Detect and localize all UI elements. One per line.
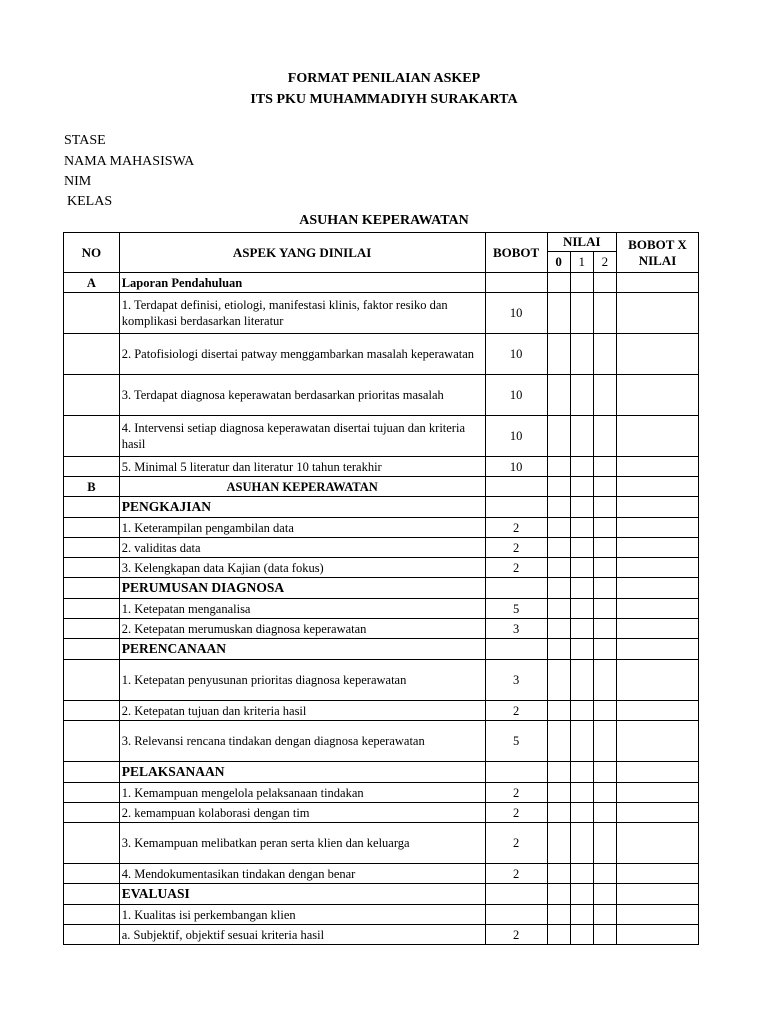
cell-bobot: 2 [485,864,547,884]
cell-nilai-1[interactable] [570,293,593,334]
cell-no [64,783,120,803]
cell-bobot-x-nilai[interactable] [616,538,698,558]
cell-no [64,416,120,457]
cell-nilai-2[interactable] [593,762,616,783]
table-row [64,375,699,416]
cell-no [64,293,120,334]
cell-bobot-x-nilai[interactable] [616,375,698,416]
header-nilai-1: 1 [570,252,593,273]
cell-no [64,497,120,518]
cell-nilai-1[interactable] [570,701,593,721]
cell-nilai-2[interactable] [593,477,616,497]
cell-aspek: 4. Mendokumentasikan tindakan dengan benar [119,864,485,884]
cell-no [64,334,120,375]
cell-nilai-1[interactable] [570,599,593,619]
table-row [64,334,699,375]
table-row [64,925,699,945]
cell-bobot [485,762,547,783]
cell-nilai-0[interactable] [547,538,570,558]
cell-no [64,701,120,721]
header-bobot: BOBOT [485,233,547,273]
cell-nilai-0[interactable] [547,884,570,905]
cell-bobot-x-nilai[interactable] [616,518,698,538]
cell-bobot: 2 [485,823,547,864]
cell-aspek: 3. Kemampuan melibatkan peran serta klien dan keluarga [119,823,485,864]
document-title: FORMAT PENILAIAN ASKEP [287,71,481,86]
cell-aspek: 3. Terdapat diagnosa keperawatan berdasarkan prioritas masalah [119,375,485,416]
cell-bobot: 10 [485,334,547,375]
cell-bobot: 10 [485,416,547,457]
cell-nilai-0[interactable] [547,639,570,660]
table-row [64,884,699,905]
cell-nilai-1[interactable] [570,639,593,660]
cell-bobot-x-nilai[interactable] [616,721,698,762]
table-row [64,905,699,925]
cell-aspek: PERUMUSAN DIAGNOSA [119,578,485,599]
cell-nilai-0[interactable] [547,864,570,884]
cell-bobot-x-nilai[interactable] [616,293,698,334]
cell-aspek: 1. Kemampuan mengelola pelaksanaan tindakan [119,783,485,803]
table-row [64,639,699,660]
cell-bobot [485,497,547,518]
assessment-table [63,232,699,945]
cell-nilai-1[interactable] [570,783,593,803]
cell-aspek: 2. Ketepatan merumuskan diagnosa keperawatan [119,619,485,639]
cell-no [64,619,120,639]
cell-no [64,905,120,925]
cell-nilai-1[interactable] [570,660,593,701]
cell-no [64,599,120,619]
cell-bobot: 2 [485,558,547,578]
cell-nilai-0[interactable] [547,660,570,701]
cell-aspek: 1. Terdapat definisi, etiologi, manifestasi klinis, faktor resiko dan komplikasi berdasarkan literatur [119,293,485,334]
cell-nilai-1[interactable] [570,457,593,477]
cell-bobot-x-nilai[interactable] [616,334,698,375]
cell-aspek: Laporan Pendahuluan [119,273,485,293]
cell-nilai-2[interactable] [593,558,616,578]
cell-nilai-2[interactable] [593,884,616,905]
cell-nilai-1[interactable] [570,619,593,639]
cell-aspek: 2. Ketepatan tujuan dan kriteria hasil [119,701,485,721]
cell-bobot: 2 [485,538,547,558]
cell-bobot [485,884,547,905]
cell-bobot [485,905,547,925]
cell-bobot-x-nilai[interactable] [616,762,698,783]
header-bobot-x-nilai: BOBOT X NILAI [616,233,698,273]
table-row [64,518,699,538]
cell-aspek: EVALUASI [119,884,485,905]
cell-nilai-2[interactable] [593,518,616,538]
cell-bobot-x-nilai[interactable] [616,783,698,803]
table-row [64,701,699,721]
table-row [64,599,699,619]
cell-aspek: 2. Patofisiologi disertai patway menggambarkan masalah keperawatan [119,334,485,375]
cell-bobot: 2 [485,925,547,945]
cell-nilai-1[interactable] [570,925,593,945]
cell-nilai-1[interactable] [570,558,593,578]
cell-nilai-2[interactable] [593,925,616,945]
cell-nilai-1[interactable] [570,905,593,925]
cell-nilai-2[interactable] [593,783,616,803]
table-row [64,721,699,762]
cell-nilai-0[interactable] [547,334,570,375]
cell-nilai-2[interactable] [593,538,616,558]
header-nilai-2: 2 [593,252,616,273]
header-nilai-0: 0 [547,252,570,273]
cell-nilai-2[interactable] [593,375,616,416]
table-row [64,273,699,293]
cell-nilai-2[interactable] [593,864,616,884]
cell-bobot-x-nilai[interactable] [616,558,698,578]
cell-aspek: PERENCANAAN [119,639,485,660]
cell-bobot-x-nilai[interactable] [616,701,698,721]
cell-nilai-0[interactable] [547,558,570,578]
table-row [64,803,699,823]
cell-nilai-0[interactable] [547,599,570,619]
institution-name: ITS PKU MUHAMMADIYH SURAKARTA [250,92,518,107]
cell-bobot: 10 [485,293,547,334]
cell-nilai-1[interactable] [570,334,593,375]
cell-aspek: 1. Keterampilan pengambilan data [119,518,485,538]
cell-bobot [485,477,547,497]
cell-bobot-x-nilai[interactable] [616,660,698,701]
cell-bobot: 5 [485,721,547,762]
cell-nilai-0[interactable] [547,497,570,518]
cell-nilai-1[interactable] [570,416,593,457]
cell-aspek: 3. Relevansi rencana tindakan dengan diagnosa keperawatan [119,721,485,762]
cell-aspek: 2. validitas data [119,538,485,558]
cell-nilai-1[interactable] [570,803,593,823]
cell-nilai-0[interactable] [547,375,570,416]
cell-aspek: 2. kemampuan kolaborasi dengan tim [119,803,485,823]
cell-nilai-0[interactable] [547,578,570,599]
cell-bobot [485,578,547,599]
cell-bobot: 3 [485,660,547,701]
cell-nilai-2[interactable] [593,701,616,721]
cell-bobot: 2 [485,803,547,823]
cell-nilai-0[interactable] [547,823,570,864]
cell-nilai-2[interactable] [593,639,616,660]
cell-aspek: ASUHAN KEPERAWATAN [119,477,485,497]
cell-no [64,538,120,558]
cell-bobot-x-nilai[interactable] [616,416,698,457]
cell-bobot-x-nilai[interactable] [616,884,698,905]
cell-nilai-0[interactable] [547,518,570,538]
cell-aspek: 1. Kualitas isi perkembangan klien [119,905,485,925]
cell-nilai-2[interactable] [593,578,616,599]
table-heading: ASUHAN KEPERAWATAN [299,213,469,228]
table-row [64,578,699,599]
cell-bobot-x-nilai[interactable] [616,477,698,497]
cell-no [64,457,120,477]
cell-nilai-1[interactable] [570,762,593,783]
cell-nilai-0[interactable] [547,905,570,925]
cell-nilai-0[interactable] [547,762,570,783]
field-stase: STASE [64,133,106,148]
cell-nilai-1[interactable] [570,375,593,416]
cell-nilai-2[interactable] [593,599,616,619]
cell-bobot-x-nilai[interactable] [616,273,698,293]
cell-nilai-1[interactable] [570,273,593,293]
cell-no [64,639,120,660]
table-row [64,416,699,457]
cell-aspek: PENGKAJIAN [119,497,485,518]
cell-bobot: 2 [485,518,547,538]
cell-nilai-0[interactable] [547,783,570,803]
table-row [64,823,699,864]
field-kelas: KELAS [67,194,113,209]
cell-aspek: 5. Minimal 5 literatur dan literatur 10 tahun terakhir [119,457,485,477]
cell-nilai-2[interactable] [593,721,616,762]
cell-aspek: 1. Ketepatan penyusunan prioritas diagnosa keperawatan [119,660,485,701]
table-row [64,864,699,884]
cell-bobot: 2 [485,783,547,803]
cell-bobot-x-nilai[interactable] [616,457,698,477]
header-aspek: ASPEK YANG DINILAI [119,233,485,273]
cell-nilai-1[interactable] [570,497,593,518]
cell-nilai-0[interactable] [547,477,570,497]
cell-bobot-x-nilai[interactable] [616,803,698,823]
cell-no [64,864,120,884]
cell-no [64,884,120,905]
cell-nilai-2[interactable] [593,416,616,457]
cell-bobot: 10 [485,375,547,416]
cell-bobot-x-nilai[interactable] [616,864,698,884]
cell-bobot-x-nilai[interactable] [616,497,698,518]
table-row [64,762,699,783]
cell-nilai-2[interactable] [593,619,616,639]
cell-nilai-0[interactable] [547,416,570,457]
cell-bobot [485,639,547,660]
cell-bobot: 10 [485,457,547,477]
cell-no [64,823,120,864]
cell-nilai-0[interactable] [547,701,570,721]
cell-bobot-x-nilai[interactable] [616,619,698,639]
table-row [64,457,699,477]
cell-nilai-1[interactable] [570,823,593,864]
cell-nilai-1[interactable] [570,884,593,905]
table-row [64,293,699,334]
cell-no [64,721,120,762]
cell-nilai-0[interactable] [547,293,570,334]
cell-aspek: 3. Kelengkapan data Kajian (data fokus) [119,558,485,578]
table-row [64,660,699,701]
cell-bobot-x-nilai[interactable] [616,639,698,660]
cell-nilai-2[interactable] [593,660,616,701]
cell-nilai-2[interactable] [593,293,616,334]
table-row [64,619,699,639]
cell-nilai-0[interactable] [547,721,570,762]
cell-nilai-1[interactable] [570,721,593,762]
table-row [64,477,699,497]
cell-aspek: a. Subjektif, objektif sesuai kriteria hasil [119,925,485,945]
cell-no [64,762,120,783]
cell-bobot-x-nilai[interactable] [616,599,698,619]
cell-no [64,578,120,599]
cell-bobot-x-nilai[interactable] [616,925,698,945]
cell-aspek: 1. Ketepatan menganalisa [119,599,485,619]
field-nim: NIM [64,174,92,189]
cell-nilai-0[interactable] [547,273,570,293]
cell-no [64,803,120,823]
cell-aspek: PELAKSANAAN [119,762,485,783]
table-row [64,538,699,558]
cell-bobot: 2 [485,701,547,721]
cell-no [64,558,120,578]
cell-bobot-x-nilai[interactable] [616,823,698,864]
cell-bobot-x-nilai[interactable] [616,905,698,925]
cell-nilai-2[interactable] [593,457,616,477]
cell-nilai-2[interactable] [593,803,616,823]
cell-aspek: 4. Intervensi setiap diagnosa keperawatan disertai tujuan dan kriteria hasil [119,416,485,457]
cell-nilai-2[interactable] [593,823,616,864]
cell-no [64,925,120,945]
table-row [64,497,699,518]
cell-nilai-1[interactable] [570,518,593,538]
cell-no: A [64,273,120,293]
cell-no [64,375,120,416]
cell-nilai-1[interactable] [570,538,593,558]
cell-nilai-1[interactable] [570,864,593,884]
cell-bobot [485,273,547,293]
cell-nilai-0[interactable] [547,457,570,477]
cell-nilai-0[interactable] [547,925,570,945]
cell-no [64,518,120,538]
cell-nilai-2[interactable] [593,497,616,518]
cell-no: B [64,477,120,497]
table-row [64,783,699,803]
cell-nilai-0[interactable] [547,803,570,823]
cell-bobot: 3 [485,619,547,639]
cell-nilai-1[interactable] [570,477,593,497]
cell-no [64,660,120,701]
header-no: NO [64,233,120,273]
cell-nilai-2[interactable] [593,334,616,375]
cell-bobot-x-nilai[interactable] [616,578,698,599]
table-row [64,558,699,578]
field-nama-mahasiswa: NAMA MAHASISWA [64,154,195,169]
cell-nilai-2[interactable] [593,905,616,925]
cell-nilai-1[interactable] [570,578,593,599]
header-nilai: NILAI [547,233,616,252]
cell-bobot: 5 [485,599,547,619]
cell-nilai-0[interactable] [547,619,570,639]
cell-nilai-2[interactable] [593,273,616,293]
